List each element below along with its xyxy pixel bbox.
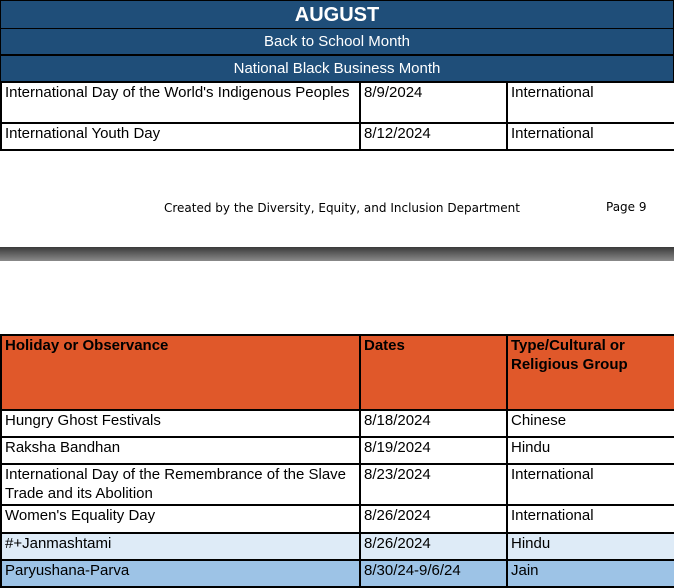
observance-table-page1	[0, 81, 674, 151]
table-row	[1, 123, 674, 150]
observance-name: International Day of the Remembrance of the Slave Trade and its Abolition	[1, 464, 360, 505]
observance-type: Hindu	[507, 437, 674, 464]
observance-type: Jain	[507, 560, 674, 587]
observance-date: 8/18/2024	[360, 410, 507, 437]
observance-date: 8/12/2024	[360, 123, 507, 150]
observance-name: Paryushana-Parva	[1, 560, 360, 587]
observance-date: 8/30/24-9/6/24	[360, 560, 507, 587]
observance-table-page2	[0, 334, 674, 588]
observance-date: 8/19/2024	[360, 437, 507, 464]
table-row	[1, 410, 674, 437]
banner-back-to-school: Back to School Month	[0, 28, 674, 55]
observance-type: Chinese	[507, 410, 674, 437]
observance-type: Hindu	[507, 533, 674, 560]
observance-name: Raksha Bandhan	[1, 437, 360, 464]
page-divider	[0, 247, 674, 261]
observance-type: International	[507, 505, 674, 533]
observance-name: Hungry Ghost Festivals	[1, 410, 360, 437]
table-row	[1, 533, 674, 560]
observance-type: International	[507, 464, 674, 505]
header-type: Type/Cultural or Religious Group	[507, 335, 674, 410]
observance-type: International	[507, 82, 674, 123]
observance-date: 8/26/2024	[360, 505, 507, 533]
table-row	[1, 437, 674, 464]
table-row	[1, 560, 674, 587]
header-holiday: Holiday or Observance	[1, 335, 360, 410]
observance-date: 8/23/2024	[360, 464, 507, 505]
table-row	[1, 505, 674, 533]
observance-type: International	[507, 123, 674, 150]
table-header-row	[1, 335, 674, 410]
footer-credit: Created by the Diversity, Equity, and Inclusion Department	[164, 201, 520, 215]
observance-name: International Youth Day	[1, 123, 360, 150]
table-row	[1, 82, 674, 123]
banner-black-business: National Black Business Month	[0, 55, 674, 82]
observance-date: 8/26/2024	[360, 533, 507, 560]
observance-name: Women's Equality Day	[1, 505, 360, 533]
table-row	[1, 464, 674, 505]
observance-name: International Day of the World's Indigenous Peoples	[1, 82, 360, 123]
observance-name: #+Janmashtami	[1, 533, 360, 560]
month-title: AUGUST	[0, 0, 674, 29]
page-number: Page 9	[606, 200, 647, 214]
header-dates: Dates	[360, 335, 507, 410]
observance-date: 8/9/2024	[360, 82, 507, 123]
